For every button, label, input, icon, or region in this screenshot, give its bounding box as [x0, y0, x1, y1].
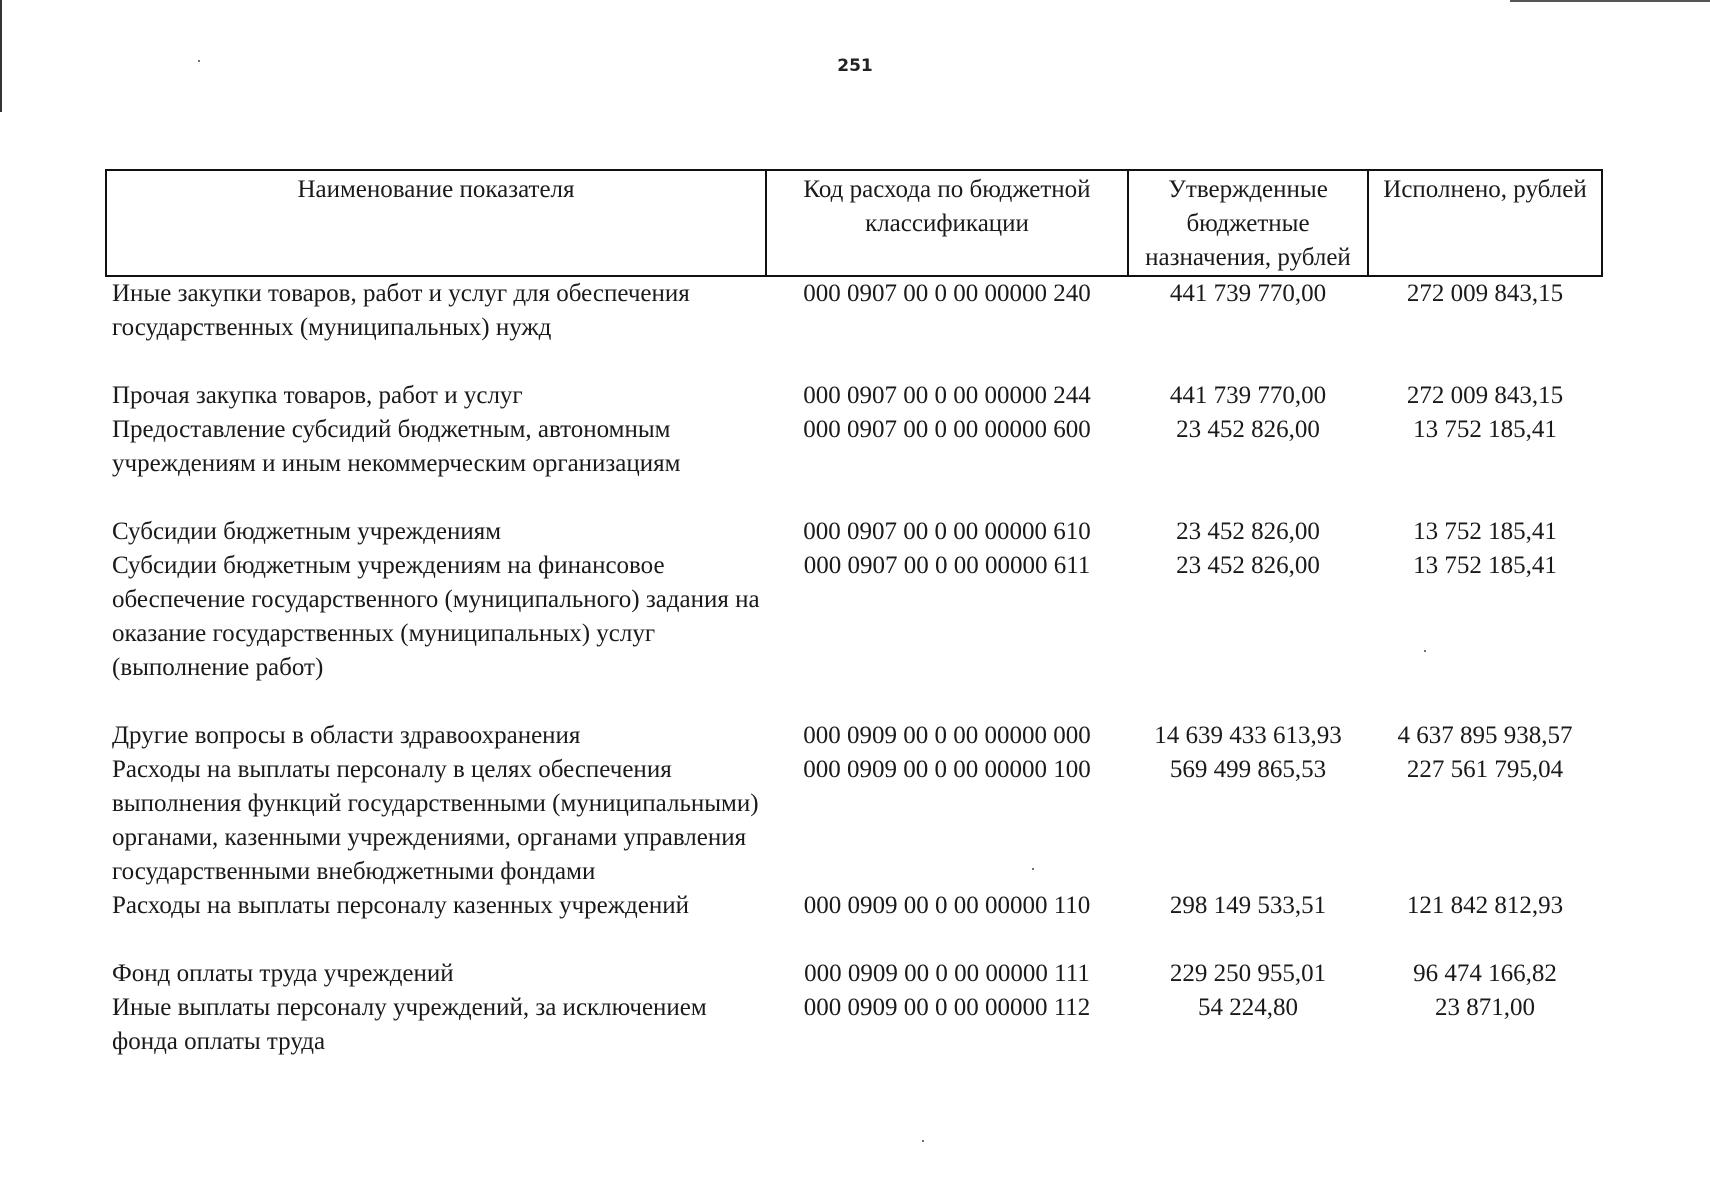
table-row [106, 379, 1602, 413]
row-code: 000 0909 00 0 00 00000 100 [803, 756, 1091, 783]
table-row [106, 991, 1602, 1059]
row-code: 000 0909 00 0 00 00000 111 [804, 960, 1090, 987]
row-code: 000 0907 00 0 00 00000 610 [803, 518, 1091, 545]
row-approved: 23 452 826,00 [1176, 552, 1320, 579]
row-code: 000 0909 00 0 00 00000 110 [803, 892, 1091, 919]
table-row [106, 515, 1602, 549]
row-name: Иные закупки товаров, работ и услуг для обеспечения государственных (муниципальных) нужд [112, 280, 690, 341]
table-row [106, 753, 1602, 889]
row-executed: 272 009 843,15 [1406, 382, 1564, 409]
row-approved: 441 739 770,00 [1169, 382, 1327, 409]
row-executed: 13 752 185,41 [1413, 518, 1557, 545]
row-name: Расходы на выплаты персоналу казенных учреждений [112, 892, 689, 919]
table-row [106, 549, 1602, 719]
row-approved: 229 250 955,01 [1169, 960, 1327, 987]
table-row [106, 413, 1602, 515]
row-name: Другие вопросы в области здравоохранения [112, 722, 581, 749]
table-row [106, 276, 1602, 379]
scan-top-edge [1510, 0, 1710, 2]
header-indicator-name: Наименование показателя [106, 170, 766, 276]
table-row [106, 719, 1602, 753]
row-approved: 23 452 826,00 [1176, 416, 1320, 443]
row-code: 000 0907 00 0 00 00000 244 [803, 382, 1091, 409]
row-name: Субсидии бюджетным учреждениям на финансовое обеспечение государственного (муниципального) задания на оказание государственных (муниципальных) услуг (выполнение работ) [112, 552, 760, 681]
page-number: 251 [837, 56, 873, 76]
row-executed: 13 752 185,41 [1413, 416, 1557, 443]
table-header [106, 170, 1602, 276]
row-approved: 441 739 770,00 [1169, 280, 1327, 307]
row-approved: 23 452 826,00 [1176, 518, 1320, 545]
row-name: Иные выплаты персоналу учреждений, за исключением фонда оплаты труда [112, 994, 707, 1055]
header-approved-amount: Утвержденные бюджетные назначения, рублей [1128, 170, 1368, 276]
header-row [106, 170, 1602, 276]
row-name: Субсидии бюджетным учреждениям [112, 518, 502, 545]
row-code: 000 0907 00 0 00 00000 611 [803, 552, 1091, 579]
table-body [106, 276, 1602, 1059]
row-code: 000 0907 00 0 00 00000 600 [803, 416, 1091, 443]
budget-table-container [105, 169, 1601, 1059]
row-name: Фонд оплаты труда учреждений [112, 960, 454, 987]
row-executed: 23 871,00 [1435, 994, 1535, 1021]
row-code: 000 0909 00 0 00 00000 112 [803, 994, 1091, 1021]
budget-execution-table [105, 169, 1603, 1059]
row-approved: 569 499 865,53 [1169, 756, 1327, 783]
row-name: Прочая закупка товаров, работ и услуг [112, 382, 523, 409]
row-executed: 4 637 895 938,57 [1397, 722, 1573, 749]
table-row [106, 889, 1602, 957]
table-row [106, 957, 1602, 991]
scan-speck [922, 1140, 924, 1142]
row-approved: 298 149 533,51 [1169, 892, 1327, 919]
row-executed: 121 842 812,93 [1406, 892, 1564, 919]
row-executed: 227 561 795,04 [1406, 756, 1564, 783]
row-code: 000 0907 00 0 00 00000 240 [803, 280, 1091, 307]
row-approved: 54 224,80 [1198, 994, 1298, 1021]
row-name: Предоставление субсидий бюджетным, автономным учреждениям и иным некоммерческим организациям [112, 416, 681, 477]
row-executed: 96 474 166,82 [1413, 960, 1557, 987]
row-name: Расходы на выплаты персоналу в целях обеспечения выполнения функций государственными (муниципальными) органами, казенными учреждениями, органами управления государственными внебюджетными фондами [112, 756, 759, 885]
row-executed: 272 009 843,15 [1406, 280, 1564, 307]
row-code: 000 0909 00 0 00 00000 000 [803, 722, 1091, 749]
header-budget-code: Код расхода по бюджетной классификации [766, 170, 1128, 276]
header-executed-amount: Исполнено, рублей [1368, 170, 1602, 276]
row-executed: 13 752 185,41 [1413, 552, 1557, 579]
row-approved: 14 639 433 613,93 [1154, 722, 1342, 749]
